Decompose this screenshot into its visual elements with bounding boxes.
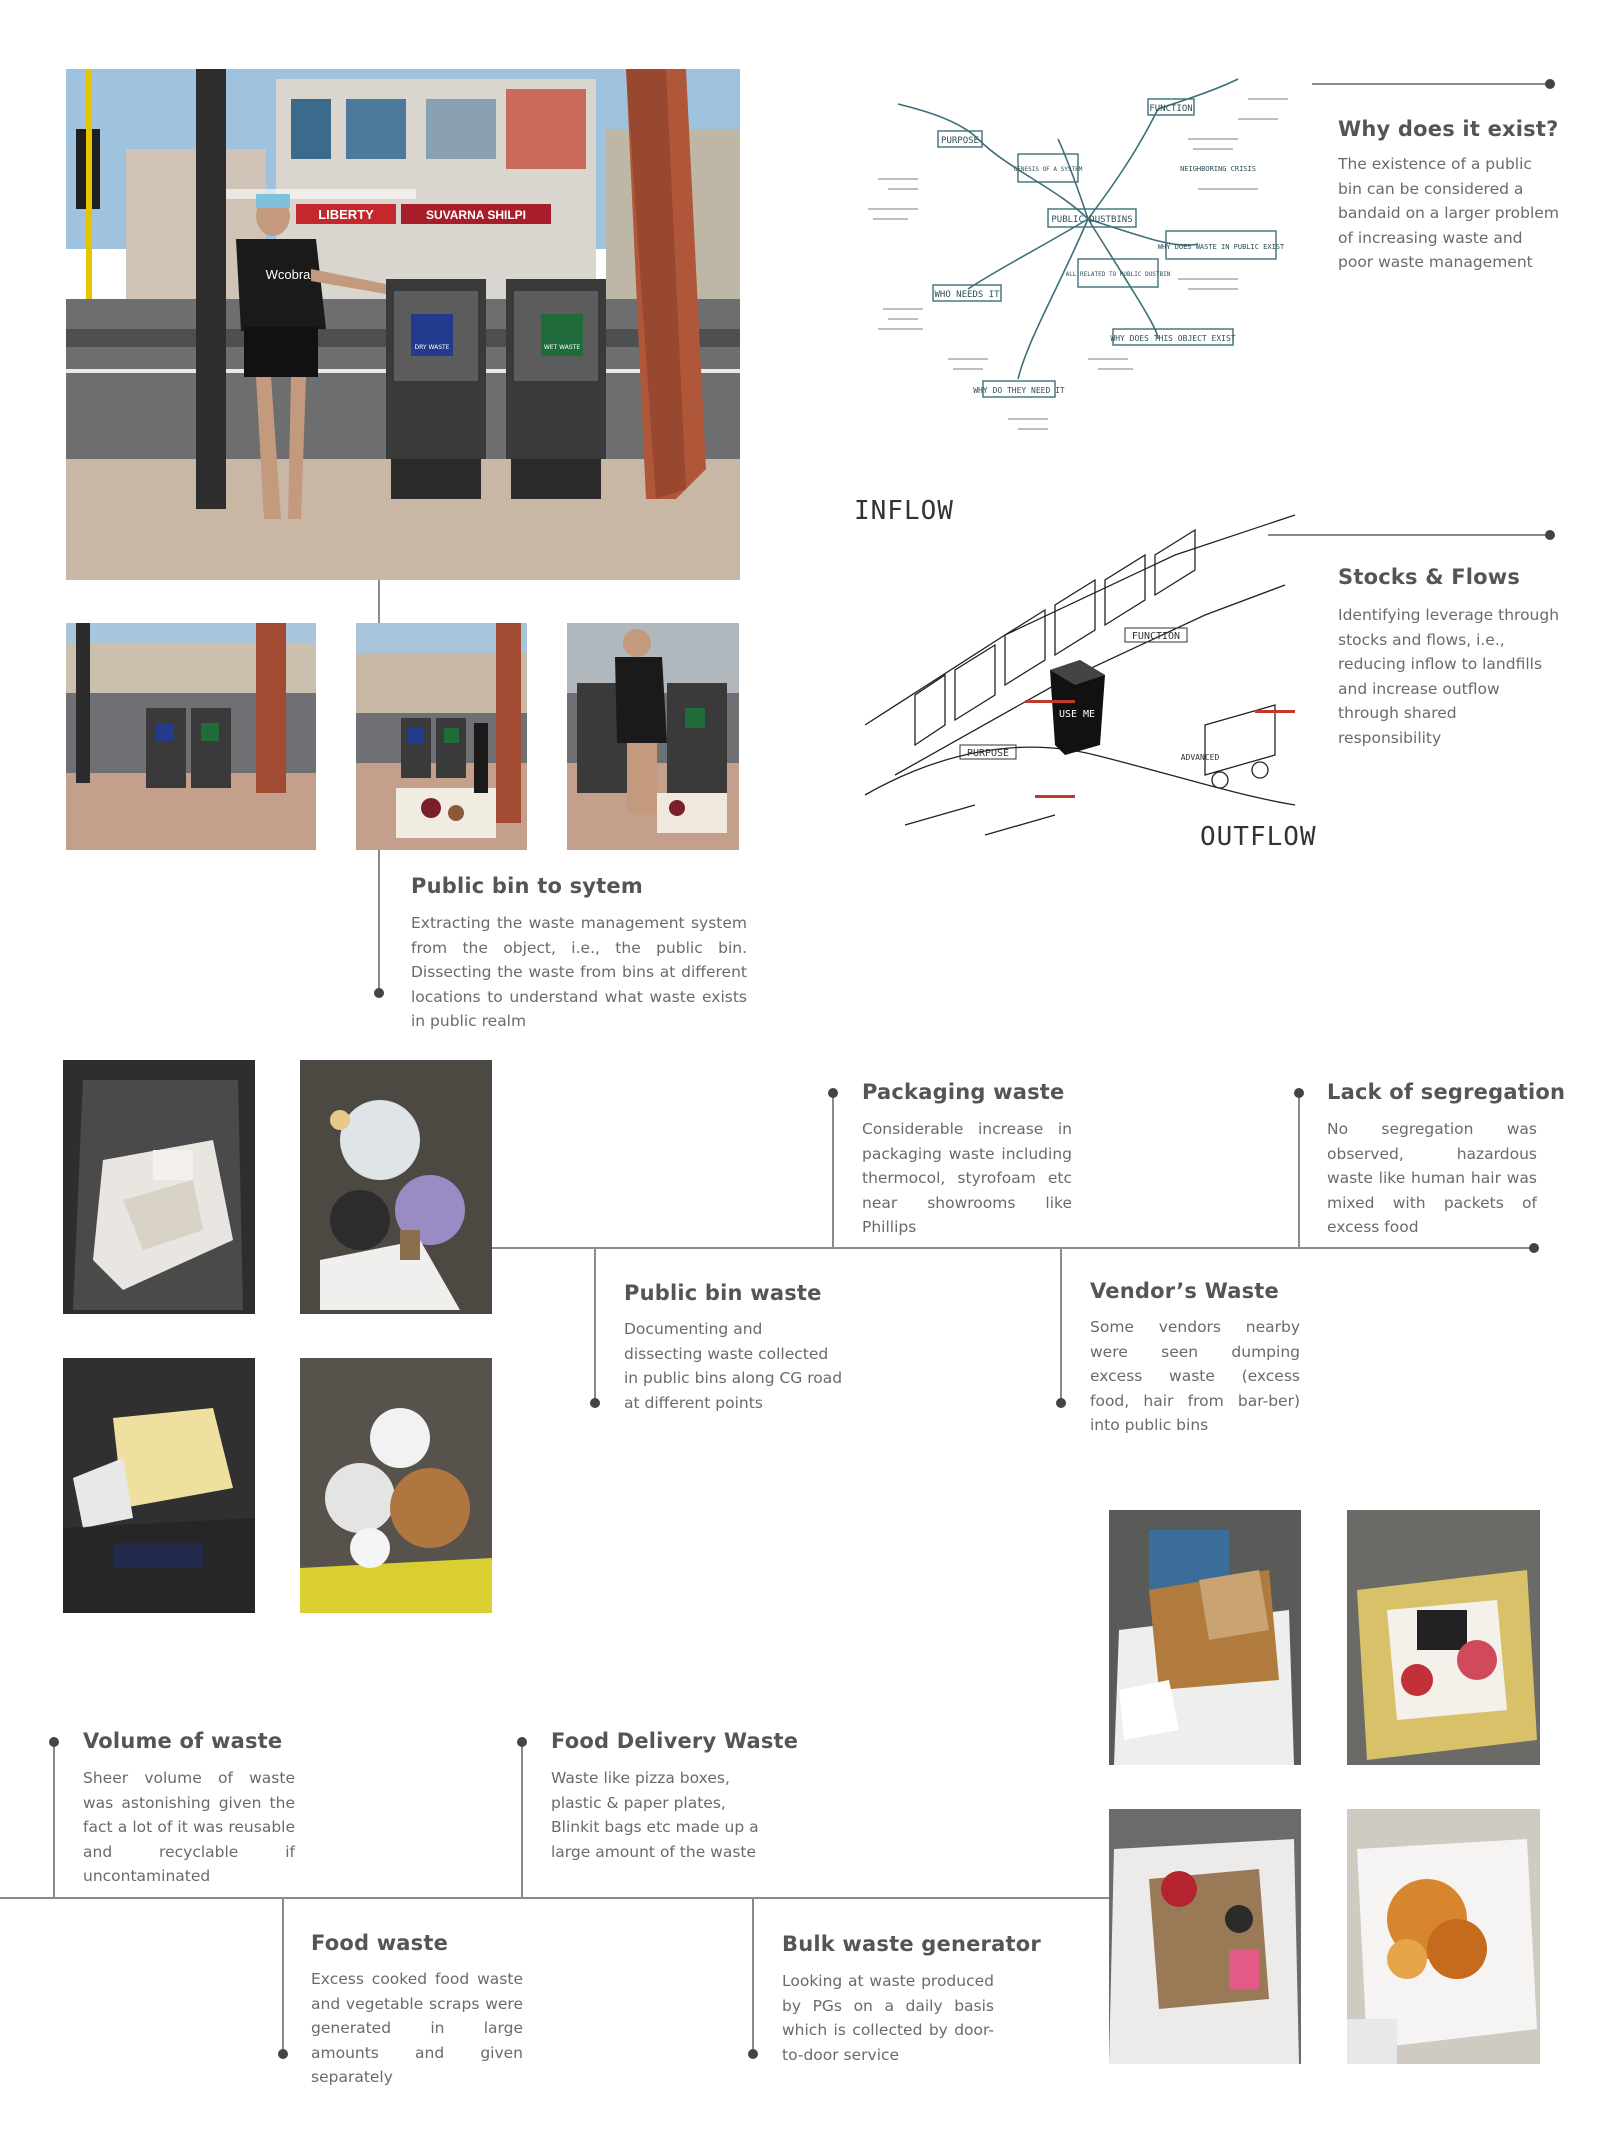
photo-bin-styrofoam (63, 1358, 255, 1613)
text-volume-waste: Sheer volume of waste was astonishing given the fact a lot of it was reusable and recyclable if uncontaminated (83, 1769, 295, 1885)
heading-volume-waste: Volume of waste (83, 1729, 283, 1753)
hero-photo (66, 69, 740, 580)
photo-bin-paper-waste (63, 1060, 255, 1314)
bin-label-wet: WET WASTE (543, 344, 581, 351)
timeline-bottom (0, 1897, 1109, 1899)
text-bulk-waste: Looking at waste produced by PGs on a daily basis which is collected by door-to-door service (782, 1972, 994, 2064)
connector-why (1312, 83, 1552, 85)
mindmap-node-genesis: GENESIS OF A SYSTEM (1013, 166, 1083, 173)
mindmap-node-neighboring: NEIGHBORING CRISIS (1180, 165, 1256, 173)
photo-bag-food-delivery (1109, 1809, 1301, 2064)
mindmap-node-waste-public: WHY DOES WASTE IN PUBLIC EXIST (1157, 243, 1285, 251)
store-sign-2: SUVARNA SHILPI (425, 208, 527, 222)
photo-bag-mixed-packets (1347, 1510, 1540, 1765)
connector-bulk-waste (752, 1898, 754, 2053)
connector-food-waste (282, 1898, 284, 2053)
mindmap-center-label: PUBLIC DUSTBINS (1051, 215, 1133, 225)
mindmap-sketch (858, 59, 1303, 459)
text-food-delivery: Waste like pizza boxes, plastic & paper plates, Blinkit bags etc made up a large amount of the waste (551, 1769, 759, 1861)
bin-label-dry: DRY WASTE (414, 344, 450, 351)
flow-node-advanced: ADVANCED (1180, 753, 1220, 762)
mindmap-node-why-exist: WHY DOES THIS OBJECT EXIST (1110, 334, 1236, 343)
connector-packaging (832, 1094, 834, 1248)
photo-bin-plastic-food (300, 1358, 492, 1613)
timeline-dot (748, 2049, 758, 2059)
text-food-waste: Excess cooked food waste and vegetable scraps were generated in large amounts and given separately (311, 1970, 523, 2086)
photo-bag-pizza-boxes (1109, 1510, 1301, 1765)
photo-bin-mixed-waste (300, 1060, 492, 1314)
text-packaging-waste: Considerable increase in packaging waste including thermocol, styrofoam etc near showrooms like Phillips (862, 1120, 1072, 1236)
mindmap-node-function: FUNCTION (1149, 104, 1193, 114)
timeline-dot (374, 988, 384, 998)
timeline-dot (517, 1737, 527, 1747)
text-stocks-flows: Identifying leverage through stocks and flows, i.e., reducing inflow to landfills and increase outflow through shared responsibility (1338, 606, 1560, 747)
photo-bin-inspection (567, 623, 739, 850)
heading-bulk-waste: Bulk waste generator (782, 1932, 1041, 1956)
timeline-middle (492, 1247, 1534, 1249)
stocks-flows-sketch (855, 495, 1305, 860)
text-public-bin-system: Extracting the waste management system from the object, i.e., the public bin. Dissecting the waste from bins at different locations to understand what waste exists in public realm (411, 914, 747, 1030)
timeline-dot (590, 1398, 600, 1408)
mindmap-node-why-need: WHY DO THEY NEED IT (973, 386, 1065, 395)
timeline-dot (1294, 1088, 1304, 1098)
heading-why-exist: Why does it exist? (1338, 117, 1559, 141)
outflow-label: OUTFLOW (1200, 822, 1317, 852)
mindmap-node-who-needs: WHO NEEDS IT (934, 290, 1000, 300)
heading-vendors-waste: Vendor’s Waste (1090, 1279, 1279, 1303)
inflow-label: INFLOW (854, 496, 954, 526)
timeline-dot (49, 1737, 59, 1747)
connector-food-delivery (521, 1743, 523, 1898)
connector-volume (53, 1743, 55, 1898)
mindmap-node-purpose: PURPOSE (941, 136, 979, 146)
flow-node-purpose: PURPOSE (966, 748, 1010, 759)
connector-vendors (1060, 1248, 1062, 1402)
connector-public-bin-waste (594, 1248, 596, 1402)
shirt-logo: Wcobra (265, 267, 311, 282)
photo-bag-food-scraps (1347, 1809, 1540, 2064)
text-vendors-waste: Some vendors nearby were seen dumping excess waste (excess food, hair from bar-ber) into public bins (1090, 1318, 1300, 1434)
text-why-exist: The existence of a public bin can be considered a bandaid on a larger problem of increasing waste and poor waste management (1338, 155, 1559, 271)
connector-stocks (1268, 534, 1552, 536)
heading-lack-segregation: Lack of segregation (1327, 1080, 1566, 1104)
heading-public-bin-waste: Public bin waste (624, 1281, 822, 1305)
timeline-dot (1545, 530, 1555, 540)
text-public-bin-waste: Documenting and dissecting waste collected in public bins along CG road at different points (624, 1320, 843, 1412)
photo-bins-street (66, 623, 316, 850)
flow-bin-label: USE ME (1058, 709, 1096, 720)
connector-segregation (1298, 1094, 1300, 1248)
timeline-dot (1545, 79, 1555, 89)
heading-stocks-flows: Stocks & Flows (1338, 565, 1521, 589)
heading-food-waste: Food waste (311, 1931, 449, 1955)
timeline-dot (278, 2049, 288, 2059)
heading-packaging-waste: Packaging waste (862, 1080, 1065, 1104)
timeline-dot (1529, 1243, 1539, 1253)
store-sign-1: LIBERTY (318, 207, 374, 222)
timeline-dot (828, 1088, 838, 1098)
flow-node-function: FUNCTION (1131, 631, 1181, 642)
mindmap-node-related: ALL RELATED TO PUBLIC DUSTBIN (1065, 271, 1171, 278)
heading-public-bin-system: Public bin to sytem (411, 874, 643, 898)
heading-food-delivery: Food Delivery Waste (551, 1729, 799, 1753)
timeline-dot (1056, 1398, 1066, 1408)
street-bin-photo (66, 69, 740, 580)
text-lack-segregation: No segregation was observed, hazardous waste like human hair was mixed with packets of excess food (1327, 1120, 1537, 1236)
photo-dissecting-waste (356, 623, 527, 850)
